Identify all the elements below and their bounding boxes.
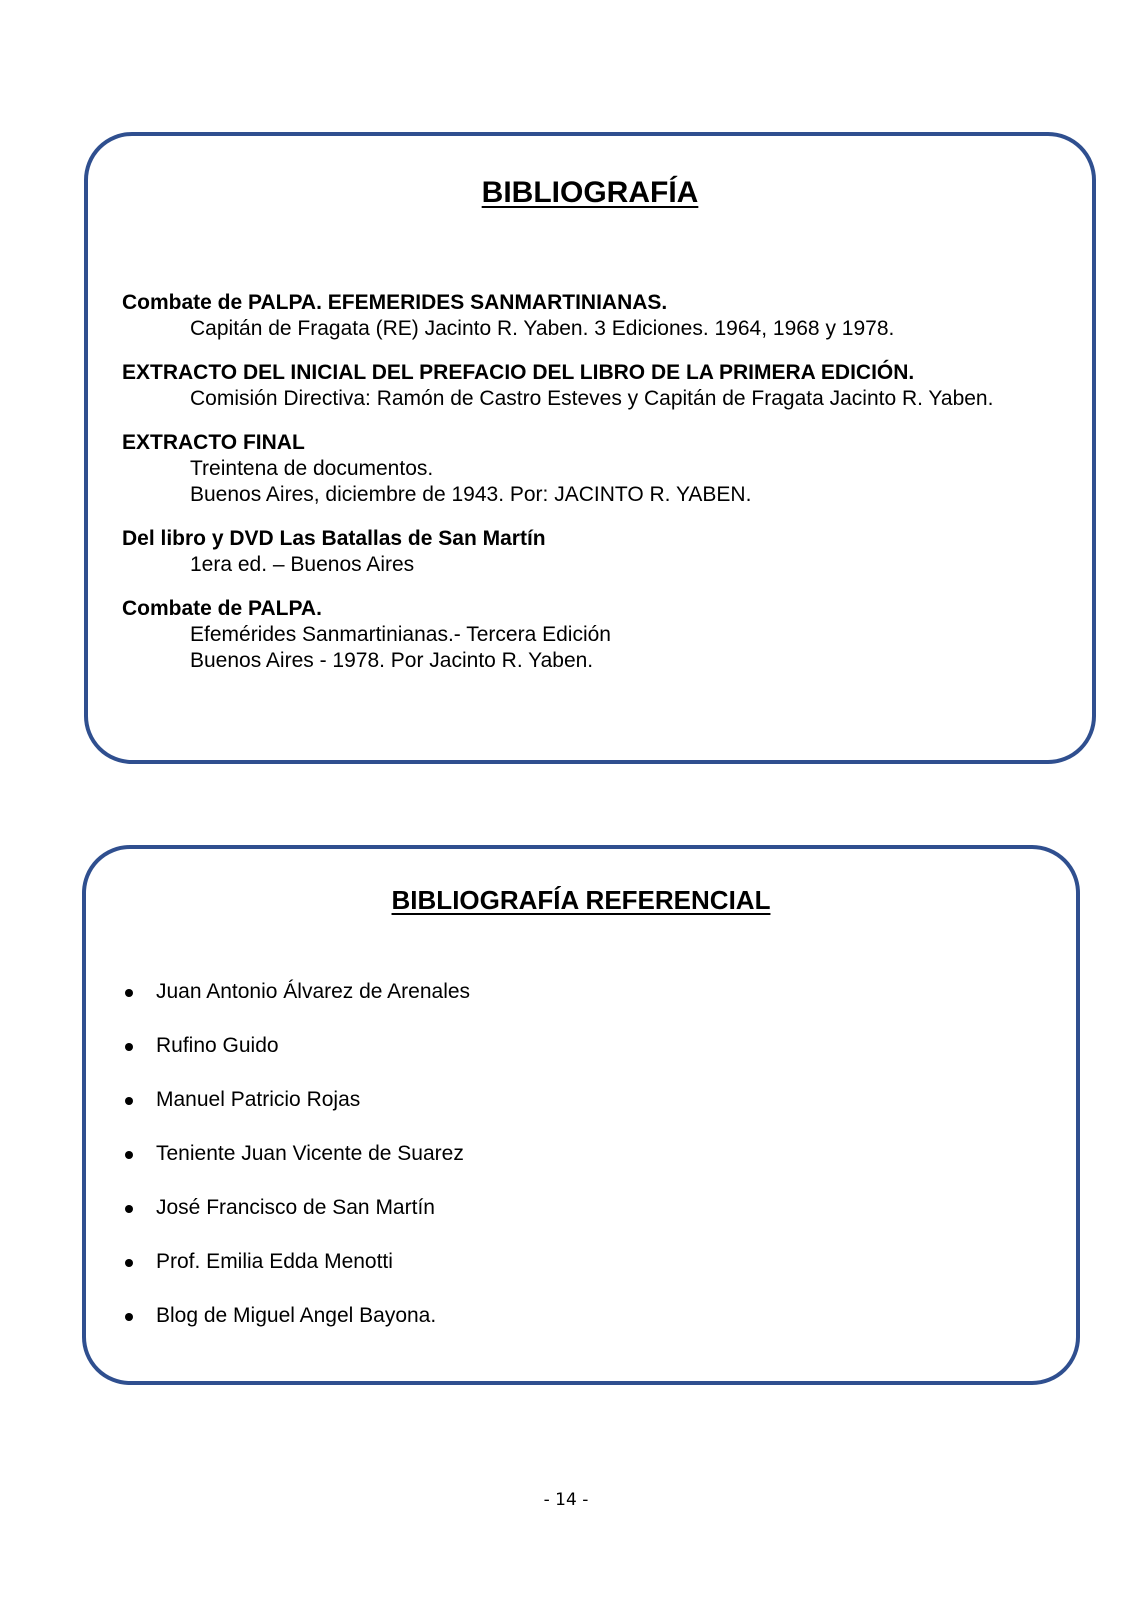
entry-heading: Combate de PALPA. EFEMERIDES SANMARTINIANAS. — [122, 291, 668, 314]
list-item-label: Rufino Guido — [156, 1034, 279, 1057]
entry-line: Buenos Aires - 1978. Por Jacinto R. Yaben. — [190, 649, 594, 672]
list-item-label: José Francisco de San Martín — [156, 1196, 435, 1219]
entry-heading: Del libro y DVD Las Batallas de San Martín — [122, 527, 546, 550]
list-item-label: Prof. Emilia Edda Menotti — [156, 1250, 393, 1273]
list-item — [120, 979, 470, 1005]
entry-heading: EXTRACTO DEL INICIAL DEL PREFACIO DEL LIBRO DE LA PRIMERA EDICIÓN. — [122, 361, 915, 384]
bibliografia-box — [84, 132, 1096, 764]
bullet-icon — [125, 1097, 133, 1105]
bibliografia-entry — [122, 526, 1082, 578]
bibliografia-entry — [122, 360, 1082, 412]
entry-line: 1era ed. – Buenos Aires — [190, 553, 415, 576]
list-item-label: Manuel Patricio Rojas — [156, 1088, 361, 1111]
bibliografia-entry — [122, 430, 1082, 508]
list-item — [120, 1303, 470, 1329]
list-item-label: Blog de Miguel Angel Bayona. — [156, 1304, 437, 1327]
entry-line: Buenos Aires, diciembre de 1943. Por: JACINTO R. YABEN. — [190, 483, 752, 506]
bullet-icon — [125, 989, 133, 997]
bullet-icon — [125, 1313, 133, 1321]
referencial-list — [120, 979, 470, 1357]
list-item — [120, 1141, 470, 1167]
entry-line: Efemérides Sanmartinianas.- Tercera Edición — [190, 623, 611, 646]
list-item — [120, 1087, 470, 1113]
entry-heading: EXTRACTO FINAL — [122, 431, 305, 454]
bullet-icon — [125, 1205, 133, 1213]
bullet-icon — [125, 1151, 133, 1159]
bullet-icon — [125, 1259, 133, 1267]
entry-line: Treintena de documentos. — [190, 457, 434, 480]
bibliografia-referencial-title: BIBLIOGRAFÍA REFERENCIAL — [391, 885, 771, 915]
entry-line: Comisión Directiva: Ramón de Castro Esteves y Capitán de Fragata Jacinto R. Yaben. — [190, 387, 994, 410]
list-item-label: Juan Antonio Álvarez de Arenales — [156, 980, 471, 1003]
list-item — [120, 1249, 470, 1275]
list-item — [120, 1033, 470, 1059]
page-number: - 14 - — [543, 1490, 589, 1510]
entry-heading: Combate de PALPA. — [122, 597, 322, 620]
bibliografia-entries — [122, 290, 1082, 692]
bibliografia-entry — [122, 596, 1082, 674]
entry-line: Capitán de Fragata (RE) Jacinto R. Yaben. 3 Ediciones. 1964, 1968 y 1978. — [190, 317, 895, 340]
bibliografia-referencial-box — [82, 845, 1080, 1385]
bibliografia-entry — [122, 290, 1082, 342]
list-item — [120, 1195, 470, 1221]
list-item-label: Teniente Juan Vicente de Suarez — [156, 1142, 464, 1165]
bibliografia-title: BIBLIOGRAFÍA — [481, 176, 699, 209]
bullet-icon — [125, 1043, 133, 1051]
